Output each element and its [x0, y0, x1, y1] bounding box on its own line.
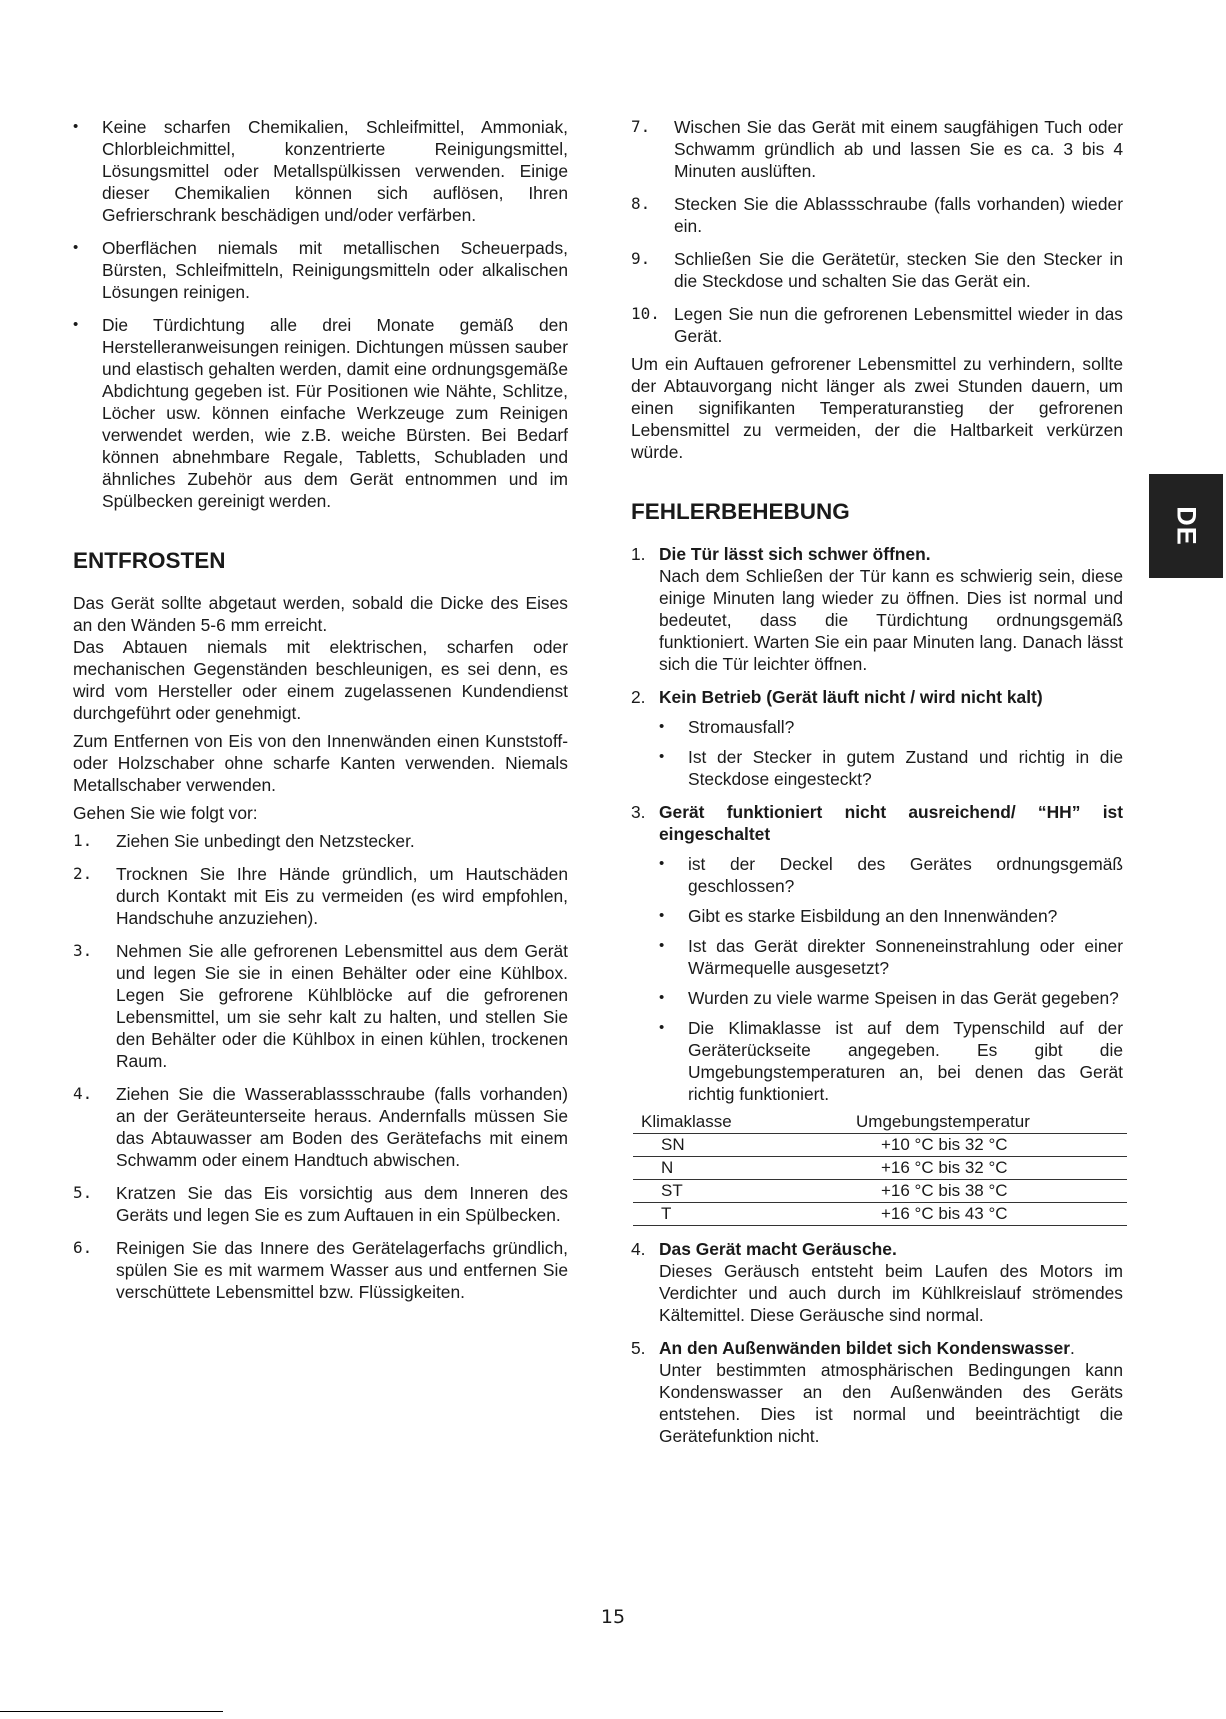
item-number: 1.	[631, 544, 646, 564]
left-column	[73, 116, 568, 1314]
troubleshoot-item	[631, 1337, 1123, 1447]
list-item: • Die Türdichtung alle drei Monate gemäß den Herstelleranweisungen reinigen. Dichtungen müssen sauber und elastisch gehalten werden, damit eine ordnungsgemäße Abdichtung gegeben ist. Für Positionen wie Nähte, Schlitze, Löcher usw. können einfache Werkzeuge zum Reinigen verwendet werden, wie z.B. weiche Bürsten. Bei Bedarf können abnehmbare Regale, Tabletts, Schubladen und ähnliches Zubehör aus dem Gerät entnommen und im Spülbecken gereinigt werden.	[73, 314, 568, 512]
item-text: Dieses Geräusch entsteht beim Laufen des Motors im Verdichter und auch durch im Kühlkreislauf strömendes Kältemittel. Diese Geräusche sind normal.	[659, 1261, 1123, 1325]
paragraph: Gehen Sie wie folgt vor:	[73, 803, 258, 823]
language-tab-label: DE	[1171, 506, 1202, 546]
step-number: 1.	[73, 831, 93, 850]
table-cell: T	[633, 1203, 856, 1226]
item-number: 4.	[631, 1239, 646, 1259]
step-number: 10.	[631, 304, 660, 323]
table-cell: N	[633, 1157, 856, 1180]
step-text: Trocknen Sie Ihre Hände gründlich, um Hautschäden durch Kontakt mit Eis zu vermeiden (es wird empfohlen, Handschuhe anzuziehen).	[116, 864, 568, 928]
step-text: Nehmen Sie alle gefrorenen Lebensmittel aus dem Gerät und legen Sie sie in einen Behälter oder eine Kühlbox. Legen Sie gefrorene Kühlblöcke auf die gefrorenen Lebensmittel, um sie sehr kalt zu halten, und stellen Sie den Behälter oder die Kühlbox in einen kühlen, trockenen Raum.	[116, 941, 568, 1071]
step-item	[73, 940, 568, 1072]
language-tab	[1149, 474, 1223, 578]
step-item	[73, 1237, 568, 1303]
step-text: Schließen Sie die Gerätetür, stecken Sie den Stecker in die Steckdose und schalten Sie das Gerät ein.	[674, 249, 1123, 291]
step-item	[631, 193, 1123, 237]
step-text: Reinigen Sie das Innere des Gerätelagerfachs gründlich, spülen Sie es mit warmem Wasser aus und entfernen Sie verschüttete Lebensmittel bzw. Flüssigkeiten.	[116, 1238, 568, 1302]
step-text: Kratzen Sie das Eis vorsichtig aus dem Inneren des Geräts und legen Sie es zum Auftauen in ein Spülbecken.	[116, 1183, 568, 1225]
column-header: Umgebungstemperatur	[856, 1111, 1127, 1134]
list-item: • Ist der Stecker in gutem Zustand und richtig in die Steckdose eingesteckt?	[659, 746, 1123, 790]
table-row	[633, 1180, 1127, 1203]
step-number: 2.	[73, 864, 93, 883]
table-cell: +16 °C bis 32 °C	[856, 1157, 1127, 1180]
step-text: Stecken Sie die Ablassschraube (falls vorhanden) wieder ein.	[674, 194, 1123, 236]
table-cell: SN	[633, 1134, 856, 1157]
step-text: Ziehen Sie die Wasserablassschraube (falls vorhanden) an der Geräteunterseite heraus. Andernfalls müssen Sie das Abtauwasser am Boden des Gerätefachs mit einem Schwamm oder einem Handtuch abwischen.	[116, 1084, 568, 1170]
paragraph: Um ein Auftauen gefrorener Lebensmittel zu verhindern, sollte der Abtauvorgang nicht länger als zwei Stunden dauern, um einen signifikanten Temperaturanstieg der gefrorenen Lebensmittel zu vermeiden, der die Haltbarkeit verkürzen würde.	[631, 354, 1123, 462]
table-cell: +16 °C bis 38 °C	[856, 1180, 1127, 1203]
item-title: An den Außenwänden bildet sich Kondenswasser	[659, 1338, 1070, 1358]
step-item	[631, 303, 1123, 347]
item-number: 5.	[631, 1338, 646, 1358]
table-row	[633, 1157, 1127, 1180]
step-number: 9.	[631, 249, 651, 268]
step-item	[73, 1182, 568, 1226]
page-number: 15	[600, 1606, 626, 1628]
column-header: Klimaklasse	[633, 1111, 856, 1134]
step-item	[73, 863, 568, 929]
list-item: • Gibt es starke Eisbildung an den Innenwänden?	[659, 905, 1123, 927]
step-item	[73, 830, 568, 852]
step-text: Wischen Sie das Gerät mit einem saugfähigen Tuch oder Schwamm gründlich ab und lassen Sie es ca. 3 bis 4 Minuten auslüften.	[674, 117, 1123, 181]
step-item	[631, 248, 1123, 292]
list-item: • Ist das Gerät direkter Sonneneinstrahlung oder einer Wärmequelle ausgesetzt?	[659, 935, 1123, 979]
paragraph: Das Abtauen niemals mit elektrischen, scharfen oder mechanischen Gegenständen beschleunigen, es sei denn, es wird vom Hersteller oder einem zugelassenen Kundendienst durchgeführt oder genehmigt.	[73, 637, 568, 723]
step-item	[631, 116, 1123, 182]
step-number: 3.	[73, 941, 93, 960]
list-item: • ist der Deckel des Gerätes ordnungsgemäß geschlossen?	[659, 853, 1123, 897]
item-title: Die Tür lässt sich schwer öffnen.	[659, 544, 931, 564]
paragraph: Zum Entfernen von Eis von den Innenwänden einen Kunststoff- oder Holzschaber ohne scharfe Kanten verwenden. Niemals Metallschaber verwenden.	[73, 731, 568, 795]
item-text: Nach dem Schließen der Tür kann es schwierig sein, diese einige Minuten lang wieder zu öffnen. Dies ist normal und bedeutet, dass die Türdichtung ordnungsgemäß funktioniert. Warten Sie ein paar Minuten lang. Danach lässt sich die Tür leichter öffnen.	[659, 566, 1123, 674]
section-heading-troubleshooting: FEHLERBEHEBUNG	[631, 499, 850, 524]
step-number: 5.	[73, 1183, 93, 1202]
step-number: 6.	[73, 1238, 93, 1257]
item-text: Unter bestimmten atmosphärischen Bedingungen kann Kondenswasser an den Außenwänden des Geräts entstehen. Dies ist normal und beeinträchtigt die Gerätefunktion nicht.	[659, 1360, 1123, 1446]
climate-class-table	[633, 1111, 1127, 1226]
item-title: Das Gerät macht Geräusche.	[659, 1239, 897, 1259]
troubleshoot-item	[631, 801, 1123, 1105]
list-item: • Wurden zu viele warme Speisen in das Gerät gegeben?	[659, 987, 1123, 1009]
list-item: • Oberflächen niemals mit metallischen Scheuerpads, Bürsten, Schleifmitteln, Reinigungsmitteln oder alkalischen Lösungen reinigen.	[73, 237, 568, 303]
step-number: 7.	[631, 117, 651, 136]
table-cell: +16 °C bis 43 °C	[856, 1203, 1127, 1226]
table-header-row	[633, 1111, 1127, 1134]
item-title-end: .	[1070, 1338, 1075, 1358]
bottom-rule	[0, 1711, 223, 1712]
table-cell: +10 °C bis 32 °C	[856, 1134, 1127, 1157]
section-heading-defrost: ENTFROSTEN	[73, 548, 226, 573]
table-row	[633, 1134, 1127, 1157]
list-item: • Keine scharfen Chemikalien, Schleifmittel, Ammoniak, Chlorbleichmittel, konzentrierte Reinigungsmittel, Lösungsmittel oder Metallspülkissen verwenden. Einige dieser Chemikalien können sich auflösen, Ihren Gefrierschrank beschädigen und/oder verfärben.	[73, 116, 568, 226]
step-item	[73, 1083, 568, 1171]
troubleshoot-item	[631, 1238, 1123, 1326]
troubleshoot-item	[631, 686, 1123, 790]
troubleshoot-item	[631, 543, 1123, 675]
step-number: 8.	[631, 194, 651, 213]
list-item: • Die Klimaklasse ist auf dem Typenschild auf der Geräterückseite angegeben. Es gibt die Umgebungstemperaturen an, bei denen das Gerät richtig funktioniert.	[659, 1017, 1123, 1105]
step-text: Ziehen Sie unbedingt den Netzstecker.	[116, 831, 415, 851]
step-text: Legen Sie nun die gefrorenen Lebensmittel wieder in das Gerät.	[674, 304, 1123, 346]
list-item: • Stromausfall?	[659, 716, 1123, 738]
table-row	[633, 1203, 1127, 1226]
paragraph: Das Gerät sollte abgetaut werden, sobald die Dicke des Eises an den Wänden 5-6 mm erreicht.	[73, 593, 568, 635]
table-cell: ST	[633, 1180, 856, 1203]
item-number: 2.	[631, 687, 646, 707]
item-number: 3.	[631, 802, 646, 822]
right-column	[631, 116, 1123, 1458]
step-number: 4.	[73, 1084, 93, 1103]
item-title: Gerät funktioniert nicht ausreichend/ “HH” ist eingeschaltet	[659, 802, 1123, 844]
item-title: Kein Betrieb (Gerät läuft nicht / wird nicht kalt)	[659, 687, 1043, 707]
